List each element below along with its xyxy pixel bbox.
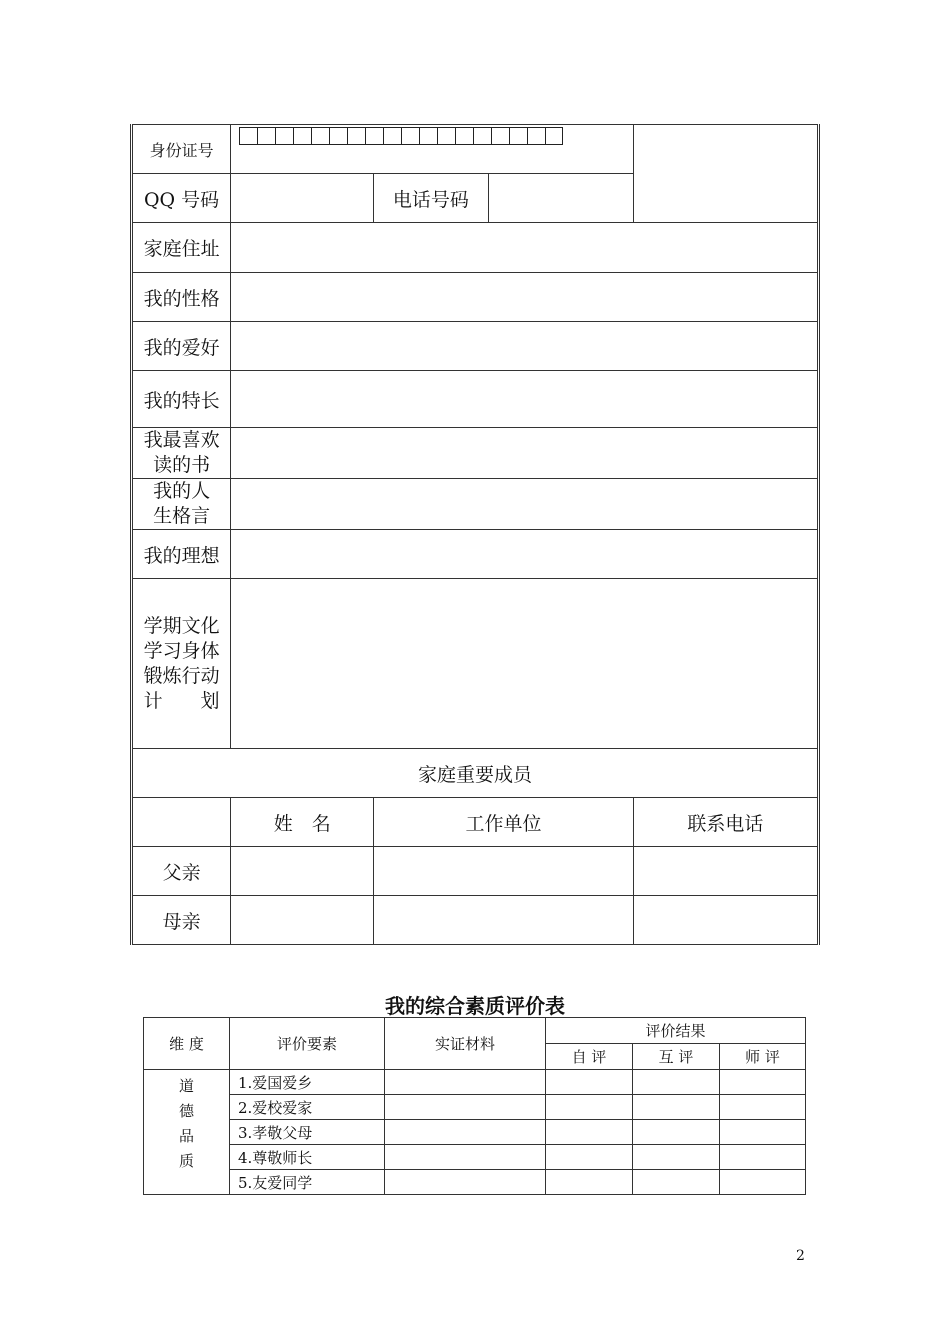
- study-plan-line-4: 计 划: [143, 689, 220, 712]
- study-plan-field[interactable]: [231, 579, 819, 749]
- evidence-field[interactable]: [385, 1070, 546, 1095]
- id-number-field[interactable]: [231, 125, 634, 174]
- id-digit-box[interactable]: [473, 127, 491, 145]
- id-number-boxes[interactable]: [239, 127, 563, 145]
- photo-area: [633, 125, 818, 223]
- study-plan-line-3: 锻炼行动: [143, 664, 220, 687]
- father-workplace-field[interactable]: [374, 847, 633, 896]
- mother-workplace-field[interactable]: [374, 896, 633, 945]
- evidence-field[interactable]: [385, 1095, 546, 1120]
- id-digit-box[interactable]: [347, 127, 365, 145]
- mother-name-field[interactable]: [231, 896, 374, 945]
- eval-dimension-moral: [144, 1070, 230, 1195]
- dimension-char: 品: [178, 1127, 194, 1145]
- evidence-field[interactable]: [385, 1145, 546, 1170]
- id-digit-box[interactable]: [239, 127, 257, 145]
- id-digit-box[interactable]: [401, 127, 419, 145]
- eval-header-peer: 互 评: [633, 1044, 720, 1070]
- motto-label-line1: 我的人: [153, 480, 211, 502]
- ideal-field[interactable]: [231, 530, 819, 579]
- eval-header-evidence: 实证材料: [385, 1018, 546, 1070]
- study-plan-label: [132, 579, 231, 749]
- family-header-blank: [132, 798, 231, 847]
- teacher-eval-field[interactable]: [720, 1095, 806, 1120]
- qq-label: QQ 号码: [132, 174, 231, 223]
- profile-table: [130, 124, 820, 945]
- ideal-label: 我的理想: [132, 530, 231, 579]
- id-digit-box[interactable]: [419, 127, 437, 145]
- dimension-char: 道: [178, 1077, 194, 1095]
- id-digit-box[interactable]: [545, 127, 563, 145]
- eval-table: [143, 1017, 806, 1195]
- father-phone-field[interactable]: [633, 847, 818, 896]
- dimension-char: 质: [178, 1152, 194, 1170]
- family-header-name: 姓 名: [231, 798, 374, 847]
- eval-item: 2.爱校爱家: [230, 1095, 385, 1120]
- study-plan-line-2: 学习身体: [143, 639, 220, 662]
- peer-eval-field[interactable]: [633, 1145, 720, 1170]
- evidence-field[interactable]: [385, 1120, 546, 1145]
- address-field[interactable]: [231, 223, 819, 273]
- id-digit-box[interactable]: [293, 127, 311, 145]
- personality-field[interactable]: [231, 273, 819, 322]
- favorite-book-label-line2: 读的书: [153, 454, 211, 476]
- eval-header-teacher: 师 评: [720, 1044, 806, 1070]
- teacher-eval-field[interactable]: [720, 1170, 806, 1195]
- peer-eval-field[interactable]: [633, 1095, 720, 1120]
- id-number-label: 身份证号: [132, 125, 231, 174]
- motto-label-line2: 生格言: [153, 505, 211, 527]
- id-digit-box[interactable]: [491, 127, 509, 145]
- id-digit-box[interactable]: [329, 127, 347, 145]
- family-row-father: 父亲: [132, 847, 231, 896]
- id-digit-box[interactable]: [275, 127, 293, 145]
- id-digit-box[interactable]: [311, 127, 329, 145]
- teacher-eval-field[interactable]: [720, 1070, 806, 1095]
- peer-eval-field[interactable]: [633, 1170, 720, 1195]
- motto-field[interactable]: [231, 479, 819, 530]
- qq-field[interactable]: [231, 174, 374, 223]
- peer-eval-field[interactable]: [633, 1070, 720, 1095]
- teacher-eval-field[interactable]: [720, 1145, 806, 1170]
- self-eval-field[interactable]: [546, 1120, 633, 1145]
- family-header-phone: 联系电话: [633, 798, 818, 847]
- peer-eval-field[interactable]: [633, 1120, 720, 1145]
- eval-item: 4.尊敬师长: [230, 1145, 385, 1170]
- eval-header-dimension: 维 度: [144, 1018, 230, 1070]
- talent-label: 我的特长: [132, 371, 231, 428]
- id-digit-box[interactable]: [257, 127, 275, 145]
- self-eval-field[interactable]: [546, 1070, 633, 1095]
- family-header-workplace: 工作单位: [374, 798, 633, 847]
- self-eval-field[interactable]: [546, 1145, 633, 1170]
- id-digit-box[interactable]: [383, 127, 401, 145]
- phone-label: 电话号码: [374, 174, 488, 223]
- evidence-field[interactable]: [385, 1170, 546, 1195]
- eval-header-self: 自 评: [546, 1044, 633, 1070]
- id-digit-box[interactable]: [365, 127, 383, 145]
- eval-item: 5.友爱同学: [230, 1170, 385, 1195]
- eval-item: 1.爱国爱乡: [230, 1070, 385, 1095]
- phone-field[interactable]: [488, 174, 633, 223]
- father-name-field[interactable]: [231, 847, 374, 896]
- self-eval-field[interactable]: [546, 1095, 633, 1120]
- personality-label: 我的性格: [132, 273, 231, 322]
- family-row-mother: 母亲: [132, 896, 231, 945]
- id-digit-box[interactable]: [527, 127, 545, 145]
- id-digit-box[interactable]: [437, 127, 455, 145]
- dimension-char: 德: [178, 1102, 194, 1120]
- favorite-book-label: [132, 428, 231, 479]
- teacher-eval-field[interactable]: [720, 1120, 806, 1145]
- address-label: 家庭住址: [132, 223, 231, 273]
- hobby-label: 我的爱好: [132, 322, 231, 371]
- self-eval-field[interactable]: [546, 1170, 633, 1195]
- family-section-title: 家庭重要成员: [132, 749, 819, 798]
- eval-title: 我的综合素质评价表: [385, 994, 565, 1018]
- favorite-book-field[interactable]: [231, 428, 819, 479]
- mother-phone-field[interactable]: [633, 896, 818, 945]
- id-digit-box[interactable]: [455, 127, 473, 145]
- eval-item: 3.孝敬父母: [230, 1120, 385, 1145]
- eval-header-elements: 评价要素: [230, 1018, 385, 1070]
- eval-header-result: 评价结果: [546, 1018, 806, 1044]
- talent-field[interactable]: [231, 371, 819, 428]
- motto-label: [132, 479, 231, 530]
- study-plan-line-1: 学期文化: [143, 614, 220, 637]
- favorite-book-label-line1: 我最喜欢: [143, 429, 220, 451]
- hobby-field[interactable]: [231, 322, 819, 371]
- page-number: 2: [796, 1248, 805, 1264]
- id-digit-box[interactable]: [509, 127, 527, 145]
